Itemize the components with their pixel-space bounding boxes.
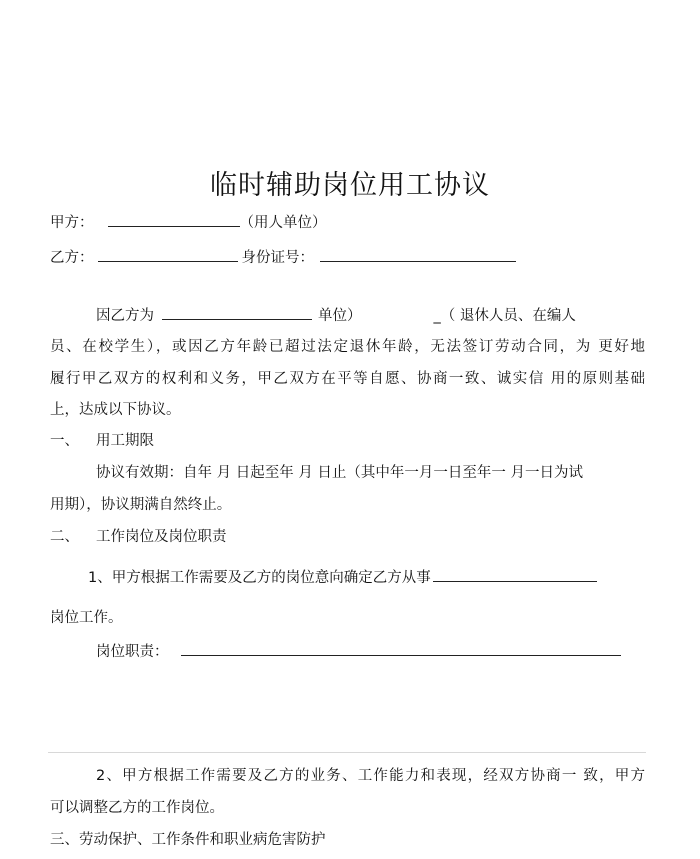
section-2-number: 二、 bbox=[50, 529, 79, 545]
document-title: 临时辅助岗位用工协议 bbox=[210, 170, 490, 201]
party-b-label: 乙方： bbox=[50, 250, 94, 266]
intro-prefix: 因乙方为 bbox=[96, 308, 154, 324]
intro-options: _（ 退休人员、在编人 bbox=[433, 308, 576, 324]
party-b-blank[interactable] bbox=[98, 246, 238, 262]
section-2-item-1 bbox=[88, 566, 597, 588]
duty-line bbox=[96, 640, 621, 662]
job-position-blank[interactable] bbox=[433, 566, 597, 582]
section-2-item-1-text: 1、甲方根据工作需要及乙方的岗位意向确定乙方从事 bbox=[88, 570, 431, 586]
section-1-heading: 用工期限 bbox=[96, 433, 154, 449]
section-3-heading: 三、劳动保护、工作条件和职业病危害防护 bbox=[50, 832, 326, 848]
duty-blank[interactable] bbox=[181, 640, 621, 656]
section-2-heading: 工作岗位及岗位职责 bbox=[96, 529, 227, 545]
section-1-line-1: 协议有效期：自年 月 日起至年 月 日止（其中年一月一日至年一 月一日为试 bbox=[96, 465, 584, 481]
intro-line-2: 员、在校学生），或因乙方年龄已超过法定退休年龄，无法签订劳动合同，为 更好地 bbox=[50, 339, 645, 355]
intro-line-1 bbox=[96, 304, 576, 326]
party-a-blank[interactable] bbox=[108, 211, 240, 227]
section-1-number: 一、 bbox=[50, 433, 79, 449]
section-1-line-2: 用期），协议期满自然终止。 bbox=[50, 497, 232, 513]
party-b-line bbox=[50, 246, 516, 268]
intro-line-4: 上，达成以下协议。 bbox=[50, 402, 181, 418]
section-2-item-2-line-1: 2、甲方根据工作需要及乙方的业务、工作能力和表现，经双方协商一 致，甲方 bbox=[96, 768, 645, 784]
intro-unit: 单位） bbox=[318, 308, 362, 324]
intro-line-3: 履行甲乙双方的权利和义务，甲乙双方在平等自愿、协商一致、诚实信 用的原则基础 bbox=[50, 371, 645, 387]
duty-label: 岗位职责： bbox=[96, 644, 169, 660]
intro-identity-blank[interactable] bbox=[162, 304, 312, 320]
section-2-item-1-end: 岗位工作。 bbox=[50, 610, 123, 626]
party-b-id-blank[interactable] bbox=[320, 246, 516, 262]
party-b-id-label: 身份证号： bbox=[241, 250, 314, 266]
party-a-label: 甲方： bbox=[50, 215, 94, 231]
party-a-line bbox=[50, 211, 327, 233]
section-2-item-2-line-2: 可以调整乙方的工作岗位。 bbox=[50, 800, 224, 816]
party-a-note: （用人单位） bbox=[239, 215, 327, 231]
page-divider bbox=[48, 752, 646, 753]
